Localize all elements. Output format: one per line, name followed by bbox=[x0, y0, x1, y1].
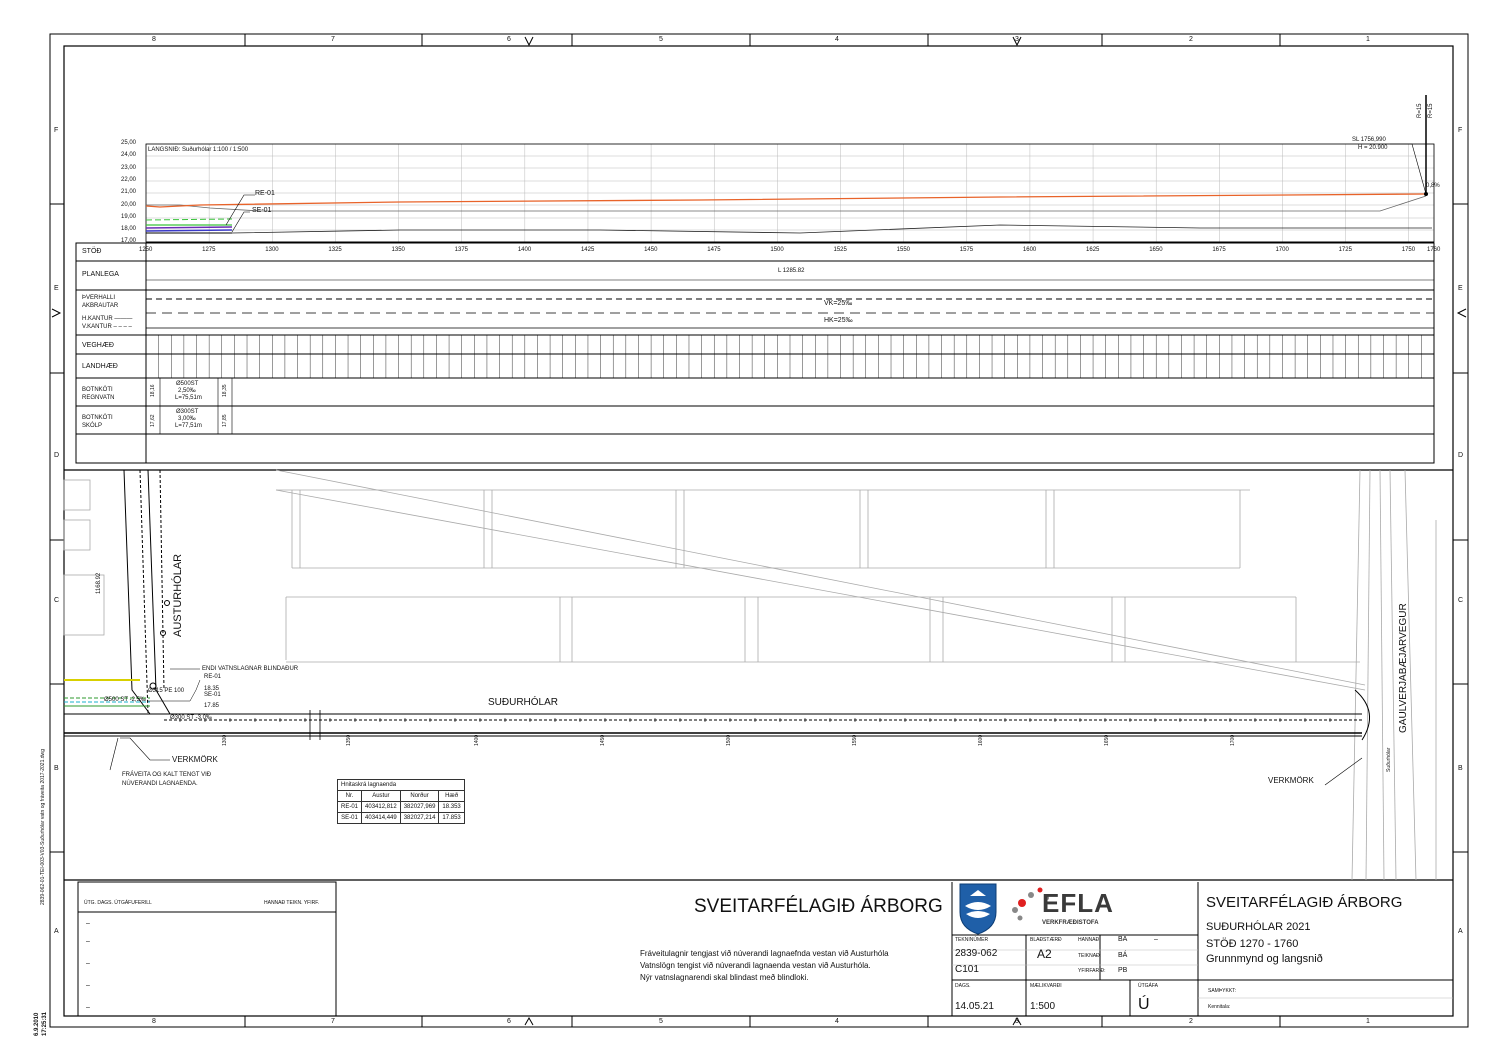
client-main-title: SVEITARFÉLAGIÐ ÁRBORG bbox=[694, 896, 943, 917]
note-line-2: Vatnslögn tengist við núverandi lagnaenda vestan við Austurhóla. bbox=[640, 961, 871, 970]
pipe-315-label: Ø315 PE 100 bbox=[148, 688, 185, 694]
note-endi-vatnslagnar: ENDI VATNSLAGNAR BLINDAÐUR bbox=[202, 666, 299, 672]
station-label: 1575 bbox=[959, 247, 974, 253]
tekninumer-value: 2839-062 bbox=[955, 948, 998, 959]
radius-label-1: R=15 bbox=[1417, 103, 1423, 118]
coords-cell: 403412,812 bbox=[362, 802, 401, 813]
grade-label: 0,8% bbox=[1426, 183, 1440, 189]
band-row-veghaed: VEGHÆÐ bbox=[82, 342, 114, 349]
note-line-3: Nýr vatnslagnarendi skal blindast með blindloki. bbox=[640, 973, 809, 982]
pipe-300-label: Ø300 ST -3,0‰ bbox=[170, 715, 212, 721]
station-label: 1525 bbox=[833, 247, 847, 253]
hk-value: HK=25‰ bbox=[824, 317, 853, 324]
coords-cell: 18.353 bbox=[439, 802, 464, 813]
y-tick-label: 21,00 bbox=[121, 189, 137, 196]
station-label: 1375 bbox=[454, 247, 469, 253]
coords-table-title: Hnitaskrá lagnaenda bbox=[338, 780, 465, 791]
row-label-C: C bbox=[54, 597, 60, 604]
rev-dash-5: – bbox=[86, 1004, 90, 1011]
col-label-2: 2 bbox=[1189, 36, 1193, 43]
pipe-label-re01: RE-01 bbox=[255, 190, 275, 197]
verkmork-left: VERKMÖRK bbox=[172, 755, 218, 764]
skolp-length: L=77,51m bbox=[175, 423, 202, 429]
row-label-D: D bbox=[54, 452, 60, 459]
station-label: 1425 bbox=[580, 247, 595, 253]
proj-stations: STÖÐ 1270 - 1760 bbox=[1206, 938, 1299, 950]
regn-length: L=75,51m bbox=[175, 395, 202, 401]
station-label: 1675 bbox=[1212, 247, 1226, 253]
y-tick-label: 18,00 bbox=[121, 226, 137, 233]
proj-desc: Grunnmynd og langsnið bbox=[1206, 953, 1323, 965]
band-row-botn-regn: BOTNKÓTI REGNVATN bbox=[82, 387, 115, 401]
coords-cell: 382027,214 bbox=[400, 813, 439, 824]
station-label: 1325 bbox=[328, 247, 342, 253]
col-label-4-bottom: 4 bbox=[835, 1018, 839, 1025]
utgafa-value: Ú bbox=[1138, 996, 1150, 1013]
y-tick-label: 25,00 bbox=[121, 140, 137, 146]
band-row-landhaed: LANDHÆÐ bbox=[82, 363, 118, 370]
maelikvardi-value: 1:500 bbox=[1030, 1001, 1056, 1012]
y-tick-label: 24,00 bbox=[121, 152, 137, 159]
sheet-value: C101 bbox=[955, 964, 979, 975]
y-tick-label: 22,00 bbox=[121, 176, 137, 183]
station-label: 1350 bbox=[391, 247, 405, 253]
sampykkt-label: SAMÞYKKT: bbox=[1208, 988, 1237, 994]
teiknad-value: BÁ bbox=[1118, 952, 1128, 959]
coords-cell: 382027,969 bbox=[400, 802, 439, 813]
coords-cell: 17.853 bbox=[439, 813, 464, 824]
col-label-8-bottom: 8 bbox=[152, 1018, 156, 1025]
coords-header-austur: Austur bbox=[362, 791, 401, 802]
station-label: 1625 bbox=[1086, 247, 1100, 253]
row-label-E: E bbox=[54, 285, 59, 292]
plan-station-1450: 1450 bbox=[600, 734, 606, 746]
band-row-stod: STÖÐ bbox=[82, 248, 102, 255]
radius-label-2: R=15 bbox=[1428, 103, 1434, 118]
y-tick-label: 17,00 bbox=[121, 238, 137, 245]
rev-headers: ÚTG. DAGS. ÚTGÁFUFERILL bbox=[84, 900, 152, 906]
plan-coord-label: 1168.92 bbox=[96, 572, 102, 594]
station-label: 1650 bbox=[1149, 247, 1163, 253]
verkmork-right: VERKMÖRK bbox=[1268, 776, 1314, 785]
margin-time: 17:25:31 bbox=[42, 1011, 48, 1036]
coords-header-haed: Hæð bbox=[439, 791, 464, 802]
regn-start: 18,16 bbox=[150, 384, 156, 397]
y-tick-label: 19,00 bbox=[121, 213, 137, 220]
col-label-4: 4 bbox=[835, 36, 839, 43]
pipe-label-se01: SE-01 bbox=[252, 207, 272, 214]
col-label-1: 1 bbox=[1366, 36, 1370, 43]
margin-filepath: 2839-062-01-TEI-003-V03-Suðurhólar vatn og fráveita 2017-2021.dwg bbox=[40, 749, 46, 905]
station-label: 1700 bbox=[1275, 247, 1289, 253]
band-row-vkantur: V.KANTUR – – – – bbox=[82, 324, 132, 330]
station-label: 1450 bbox=[644, 247, 658, 253]
arborg-crest-icon bbox=[960, 884, 996, 934]
bladstaerd-value: A2 bbox=[1037, 947, 1052, 961]
regn-pipe: Ø500ST bbox=[176, 381, 199, 387]
coords-cell: RE-01 bbox=[338, 802, 362, 813]
col-label-7-bottom: 7 bbox=[331, 1018, 335, 1025]
station-label: 1475 bbox=[707, 247, 721, 253]
col-label-5-bottom: 5 bbox=[659, 1018, 663, 1025]
coords-cell: 403414,449 bbox=[362, 813, 401, 824]
station-label: 1275 bbox=[202, 247, 216, 253]
dags-label: DAGS. bbox=[955, 983, 971, 989]
regn-end: 18,35 bbox=[222, 384, 228, 397]
band-row-hkantur: H.KANTUR ——— bbox=[82, 316, 133, 322]
station-label: 1250 bbox=[139, 247, 153, 253]
street-gaulverja: GAULVERJABÆJARVEGUR bbox=[1398, 603, 1409, 733]
coords-cell: SE-01 bbox=[338, 813, 362, 824]
rev-dash-4: – bbox=[86, 982, 90, 989]
station-label: 1760 bbox=[1427, 247, 1441, 253]
street-sudurholar: SUÐURHÓLAR bbox=[488, 697, 559, 708]
plan-side-label: Suðurhólar bbox=[1386, 747, 1392, 772]
note-fraveita-2: NÚVERANDI LAGNAENDA. bbox=[122, 781, 198, 787]
hannad-label: HANNAÐ: bbox=[1078, 937, 1101, 943]
skolp-slope: 3,00‰ bbox=[178, 416, 196, 422]
plan-station-1300: 1300 bbox=[222, 734, 228, 746]
plan-station-1600: 1600 bbox=[978, 734, 984, 746]
col-label-3: 3 bbox=[1015, 36, 1019, 43]
hannad-dash: – bbox=[1154, 936, 1158, 943]
col-label-1-bottom: 1 bbox=[1366, 1018, 1370, 1025]
plan-station-1550: 1550 bbox=[852, 734, 858, 746]
col-label-5: 5 bbox=[659, 36, 663, 43]
rev-dash-2: – bbox=[86, 938, 90, 945]
row-label-F-right: F bbox=[1458, 127, 1463, 134]
note-fraveita-1: FRÁVEITA OG KALT TENGT VIÐ bbox=[122, 772, 212, 778]
rev-right: HANNAÐ TEIKN. YFIRF. bbox=[264, 900, 320, 906]
plan-station-1500: 1500 bbox=[726, 734, 732, 746]
bladstaerd-label: BLAÐSTÆRÐ bbox=[1030, 937, 1062, 943]
station-label: 1400 bbox=[517, 247, 532, 253]
station-label: 1750 bbox=[1401, 247, 1416, 253]
band-row-thverhalli: ÞVERHALLI AKBRAUTAR bbox=[82, 295, 119, 309]
band-row-planlega: PLANLEGA bbox=[82, 271, 119, 278]
vk-value: VK=25‰ bbox=[824, 300, 853, 307]
skolp-pipe: Ø300ST bbox=[176, 409, 199, 415]
note-se01: SE-01 bbox=[204, 692, 221, 698]
maelikvardi-label: MÆLIKVARÐI bbox=[1030, 983, 1062, 989]
company-sub: VERKFRÆÐISTOFA bbox=[1042, 920, 1099, 926]
note-se-elev: 17.85 bbox=[204, 703, 220, 709]
note-re-elev: 18.35 bbox=[204, 686, 220, 692]
row-label-D-right: D bbox=[1458, 452, 1464, 459]
row-label-B-right: B bbox=[1458, 765, 1463, 772]
row-label-E-right: E bbox=[1458, 285, 1463, 292]
row-label-F: F bbox=[54, 127, 59, 134]
margin-date: 6.9.2010 bbox=[34, 1012, 40, 1036]
col-label-6-bottom: 6 bbox=[507, 1018, 511, 1025]
station-label: 1300 bbox=[265, 247, 279, 253]
regn-slope: 2,50‰ bbox=[178, 388, 196, 394]
skolp-end: 17,85 bbox=[222, 414, 228, 427]
plan-station-1400: 1400 bbox=[474, 734, 480, 746]
station-label: 1500 bbox=[770, 247, 784, 253]
plan-station-1650: 1650 bbox=[1104, 734, 1110, 746]
teiknad-label: TEIKNAÐ: bbox=[1078, 953, 1102, 959]
pipe-500-label: Ø500 ST -2,5‰ bbox=[104, 697, 146, 703]
row-label-B: B bbox=[54, 765, 59, 772]
col-label-3-bottom: 3 bbox=[1015, 1018, 1019, 1025]
row-label-A: A bbox=[54, 928, 59, 935]
col-label-8: 8 bbox=[152, 36, 156, 43]
endpoint-h: H = 20.900 bbox=[1358, 145, 1388, 151]
note-re01: RE-01 bbox=[204, 674, 222, 680]
col-label-2-bottom: 2 bbox=[1189, 1018, 1193, 1025]
rev-dash-3: – bbox=[86, 960, 90, 967]
rev-dash-1: – bbox=[86, 920, 90, 927]
yfirfarid-label: YFIRFARIÐ: bbox=[1078, 968, 1106, 974]
station-label: 1600 bbox=[1022, 247, 1037, 253]
band-row-botn-skolp: BOTNKÓTI SKÓLP bbox=[82, 415, 113, 429]
tekninumer-label: TEKNINÚMER bbox=[955, 937, 989, 943]
planlega-value: L 1285.82 bbox=[778, 268, 805, 274]
coords-header-nr: Nr. bbox=[338, 791, 362, 802]
dags-value: 14.05.21 bbox=[955, 1001, 994, 1012]
endpoint-sl: SL 1756,990 bbox=[1352, 137, 1386, 143]
station-label: 1550 bbox=[896, 247, 910, 253]
station-label: 1725 bbox=[1338, 247, 1352, 253]
skolp-start: 17,62 bbox=[150, 414, 156, 427]
utgafa-label: ÚTGÁFA bbox=[1138, 983, 1159, 989]
proj-name: SUÐURHÓLAR 2021 bbox=[1206, 921, 1311, 933]
coords-header-nordur: Norður bbox=[400, 791, 439, 802]
kennitala-label: Kennitala: bbox=[1208, 1004, 1231, 1010]
company-logo-text: EFLA bbox=[1042, 888, 1114, 918]
note-line-1: Fráveitulagnir tengjast við núverandi lagnaefnda vestan við Austurhóla bbox=[640, 949, 889, 958]
plan-station-1700: 1700 bbox=[1230, 734, 1236, 746]
proj-client: SVEITARFÉLAGIÐ ÁRBORG bbox=[1206, 894, 1403, 911]
row-label-A-right: A bbox=[1458, 928, 1463, 935]
yfirfarid-value: PB bbox=[1118, 967, 1128, 974]
col-label-7: 7 bbox=[331, 36, 335, 43]
y-tick-label: 20,00 bbox=[121, 201, 137, 208]
hannad-value: BÁ bbox=[1118, 936, 1128, 943]
y-tick-label: 23,00 bbox=[121, 164, 137, 171]
profile-title: LANGSNIÐ: Suðurhólar 1:100 / 1:500 bbox=[148, 147, 249, 153]
plan-station-1350: 1350 bbox=[346, 734, 352, 746]
col-label-6: 6 bbox=[507, 36, 511, 43]
row-label-C-right: C bbox=[1458, 597, 1464, 604]
street-austurholar: AUSTURHÓLAR bbox=[172, 553, 184, 637]
